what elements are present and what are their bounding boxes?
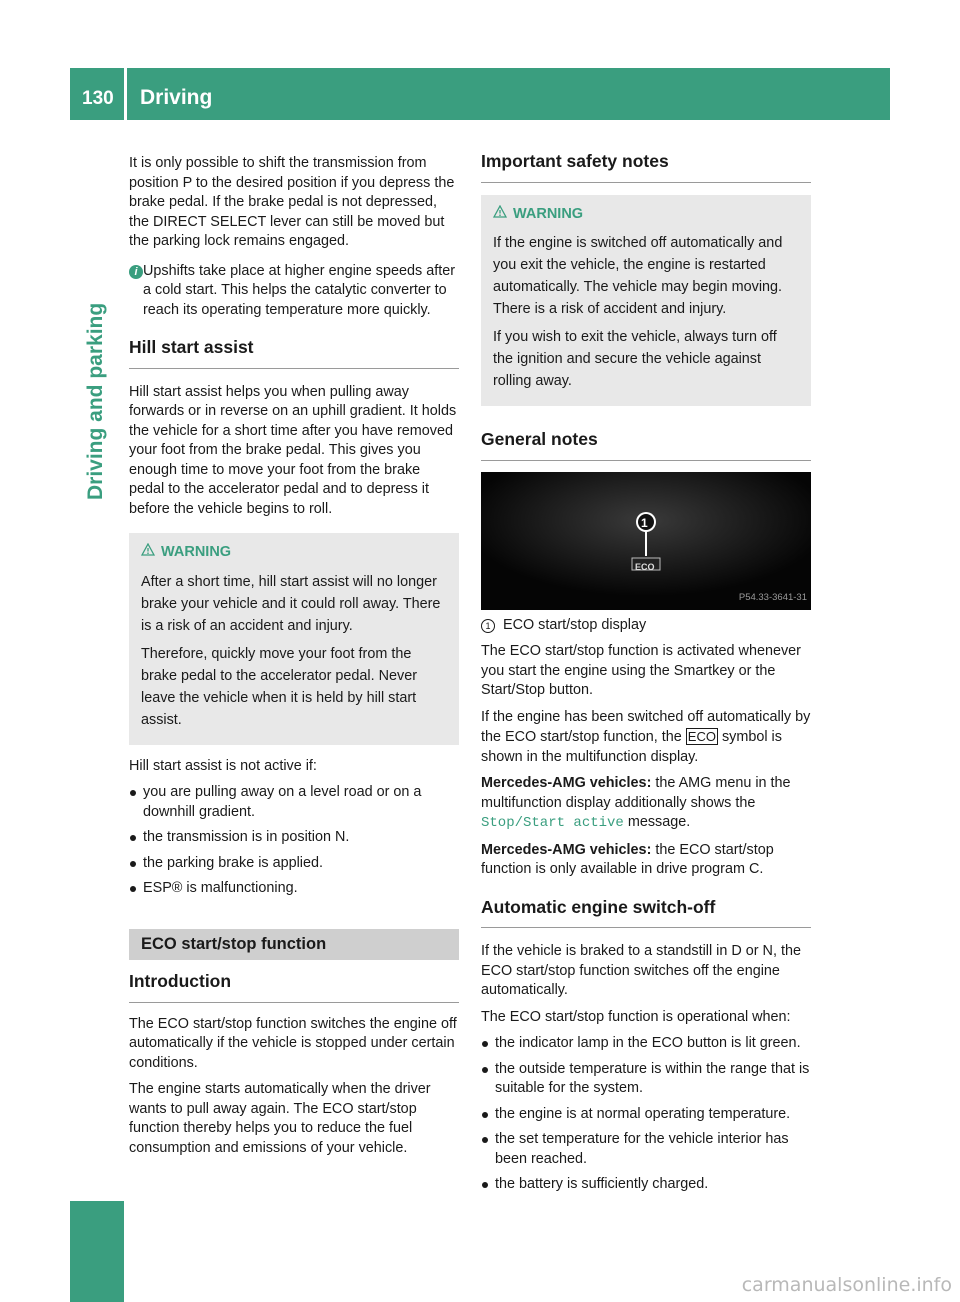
info-text: Upshifts take place at higher engine speeds after a cold start. This helps the catalytic converter to reach its operating temperature more quickly.	[143, 262, 455, 318]
hill-start-paragraph: Hill start assist helps you when pulling away forwards or in reverse on an uphill gradient. It holds the vehicle for a short time after you have removed your foot from the brake pedal. This gives you enough time to move your foot from the brake pedal to the accelerator pedal and to depress it before the vehicle begins to roll.	[129, 383, 457, 517]
page-number: 130	[82, 88, 114, 109]
warning-box	[129, 533, 459, 745]
side-tab-label: Driving and parking	[84, 302, 107, 500]
warning-triangle-icon	[141, 543, 161, 563]
list-item: ESP® is malfunctioning.	[129, 879, 459, 899]
intro-paragraph: It is only possible to shift the transmission from position P to the desired position if you depress the brake pedal. If the brake pedal is not depressed, the DIRECT SELECT lever can still be moved but the parking lock remains engaged.	[129, 155, 455, 249]
not-active-intro: Hill start assist is not active if:	[129, 757, 317, 774]
eco-display-symbol: ECO	[635, 561, 655, 572]
list-item: the outside temperature is within the range that is suitable for the system.	[481, 1060, 811, 1099]
text-segment: If the engine has been switched off automatically by the ECO start/stop function, the	[481, 708, 811, 745]
text-segment: symbol is shown in the multifunction display.	[481, 729, 782, 765]
figure-reference-code: P54.33-3641-31	[738, 592, 807, 603]
info-note	[129, 262, 459, 321]
eco-intro-paragraph-1: The ECO start/stop function switches the engine off automatically if the vehicle is stopped under certain conditions.	[129, 1015, 457, 1071]
warning-header	[493, 205, 799, 225]
right-column	[481, 152, 811, 1201]
introduction-heading: Introduction	[129, 972, 459, 1003]
warning-label: WARNING	[161, 544, 232, 560]
list-item: you are pulling away on a level road or on a downhill gradient.	[129, 783, 459, 822]
general-notes-heading: General notes	[481, 430, 811, 461]
list-item: the engine is at normal operating temperature.	[481, 1105, 811, 1125]
eco-section-band: ECO start/stop function	[129, 929, 459, 961]
left-column	[129, 154, 459, 1165]
operational-conditions-list	[481, 1034, 811, 1195]
warning-box	[481, 195, 811, 407]
list-item: the battery is sufficiently charged.	[481, 1175, 811, 1195]
info-icon: i	[129, 265, 143, 279]
stop-start-message: Stop/Start active	[481, 815, 624, 831]
list-item: the transmission is in position N.	[129, 828, 459, 848]
side-tab-marker	[70, 1201, 124, 1302]
callout-number: 1	[641, 515, 648, 530]
list-item: the indicator lamp in the ECO button is lit green.	[481, 1034, 811, 1054]
eco-display-photo	[481, 472, 811, 610]
figure-caption	[481, 616, 811, 636]
list-item: the set temperature for the vehicle interior has been reached.	[481, 1130, 811, 1169]
safety-notes-heading: Important safety notes	[481, 152, 811, 183]
not-active-list	[129, 783, 459, 899]
auto-paragraph-1: If the vehicle is braked to a standstill in D or N, the ECO start/stop function switches off the engine automatically.	[481, 943, 801, 998]
amg-note-1	[481, 774, 811, 834]
amg-label: Mercedes-AMG vehicles:	[481, 841, 652, 858]
warning-text-1: If the engine is switched off automatically and you exit the vehicle, the engine is restarted automatically. The vehicle may begin moving. There is a risk of accident and injury.	[493, 235, 783, 317]
watermark: carmanualsonline.info	[741, 1274, 952, 1296]
warning-text-2: Therefore, quickly move your foot from the brake pedal to the accelerator pedal. Never leave the vehicle when it is held by hill start assist.	[141, 645, 417, 728]
eco-intro-paragraph-2: The engine starts automatically when the driver wants to pull away again. The ECO start/stop function thereby helps you to reduce the fuel consumption and emissions of your vehicle.	[129, 1081, 431, 1156]
warning-text-2: If you wish to exit the vehicle, always turn off the ignition and secure the vehicle against rolling away.	[493, 329, 777, 389]
text-segment: the ECO start/stop function is only available in drive program C.	[481, 841, 774, 877]
callout-number-caption: 1	[481, 619, 495, 633]
warning-triangle-icon	[493, 205, 513, 225]
warning-label: WARNING	[513, 205, 584, 222]
header-divider	[124, 68, 127, 120]
general-paragraph-2	[481, 708, 811, 768]
auto-paragraph-2: The ECO start/stop function is operational when:	[481, 1008, 791, 1025]
general-paragraph-1: The ECO start/stop function is activated whenever you start the engine using the Smartkey or the Start/Stop button.	[481, 643, 801, 698]
text-segment: the AMG menu in the multifunction display additionally shows the	[481, 775, 791, 811]
caption-text: ECO start/stop display	[503, 616, 647, 633]
warning-header	[141, 543, 447, 563]
section-title: Driving	[140, 86, 213, 109]
amg-note-2	[481, 841, 811, 880]
auto-switch-off-heading: Automatic engine switch-off	[481, 898, 811, 929]
hill-start-heading: Hill start assist	[129, 338, 459, 369]
warning-text-1: After a short time, hill start assist will no longer brake your vehicle and it could roll away. There is a risk of an accident and injury.	[141, 573, 441, 634]
amg-label: Mercedes-AMG vehicles:	[481, 775, 652, 791]
text-segment: message.	[627, 814, 691, 830]
eco-symbol: ECO	[687, 729, 716, 744]
list-item: the parking brake is applied.	[129, 854, 459, 874]
